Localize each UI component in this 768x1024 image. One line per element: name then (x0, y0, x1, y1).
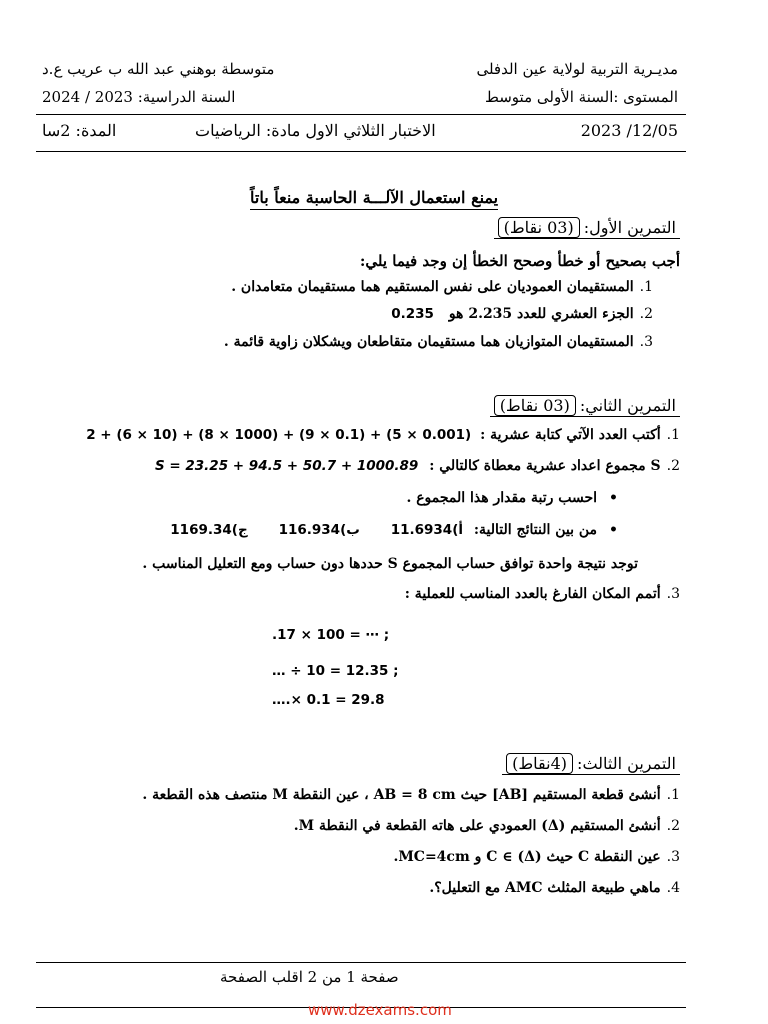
exercise-2-label: التمرين الثاني: (579, 396, 676, 415)
item-text: أنشئ المستقيم (Δ) العمودي على هاته القطعة في النقطة M. (293, 818, 661, 834)
exercise-2-note: توجد نتيجة واحدة توافق حساب المجموع S حددها دون حساب ومع التعليل المناسب . (142, 556, 638, 572)
item-text: عين النقطة C حيث C ∈ (Δ) و MC=4cm. (393, 849, 661, 865)
exercise-1-points: (03 نقاط) (498, 217, 580, 238)
directorate-label: مديـرية التربية لولاية عين الدفلى (476, 60, 678, 78)
page-note: صفحة 1 من 2 اقلب الصفحة (220, 968, 399, 986)
exercise-3-item-3 (393, 849, 680, 865)
header-divider-top (36, 114, 686, 115)
bullet-icon: • (609, 490, 618, 506)
choice-b: ب)116.934 (278, 522, 360, 538)
exam-duration: المدة: 2سا (42, 121, 117, 140)
footer-url[interactable]: www.dzexams.com (308, 1001, 452, 1019)
item-number: 2. (639, 306, 653, 322)
exercise-2-points: (03 نقاط) (494, 395, 576, 416)
item-number: 3. (639, 334, 653, 350)
exercise-2-bullet-1 (406, 490, 618, 506)
item-math: 0.235 (391, 306, 434, 322)
item-number: 2. (666, 818, 680, 834)
item-text: أنشئ قطعة المستقيم [AB] حيث AB = 8 cm ، عين النقطة M منتصف هذه القطعة . (142, 787, 661, 803)
exercise-3-points: (4نقاط) (506, 753, 573, 774)
operation-2: … ÷ 10 = 12.35 ; (272, 663, 399, 679)
exercise-1-title (494, 218, 680, 239)
operation-1: .17 × 100 = ⋯ ; (272, 627, 390, 643)
exercise-3-item-1 (142, 787, 680, 803)
exercise-1-item-3 (224, 334, 653, 350)
bullet-icon: • (609, 522, 618, 538)
exam-title: الاختبار الثلاثي الاول مادة: الرياضيات (195, 121, 436, 140)
item-text: الجزء العشري للعدد 2.235 هو (448, 306, 634, 322)
calculator-notice: يمنع استعمال الآلـــة الحاسبة منعاً باتاً (250, 188, 498, 210)
level-label: المستوى :السنة الأولى متوسط (484, 88, 678, 106)
exercise-1-label: التمرين الأول: (583, 218, 676, 237)
exercise-2-item-1 (86, 427, 680, 443)
exercise-2-title (490, 396, 680, 417)
exercise-2-item-3 (405, 586, 680, 602)
item-number: 1. (639, 279, 653, 295)
footer-divider-top (36, 962, 686, 963)
item-text: المستقيمان العموديان على نفس المستقيم هما مستقيمان متعامدان . (231, 279, 634, 295)
bullet-text: من بين النتائج التالية: (473, 522, 598, 538)
exam-date: 2023 /12/05 (580, 121, 678, 140)
exercise-2-item-2 (155, 458, 680, 474)
item-number: 4. (666, 880, 680, 896)
item-math: S = 23.25 + 94.5 + 50.7 + 1000.89 (154, 458, 419, 474)
exercise-1-item-1 (231, 279, 653, 295)
school-label: متوسطة بوهني عبد الله ب عريب ع.د (42, 60, 275, 78)
item-number: 3. (666, 849, 680, 865)
item-text: S مجموع اعداد عشرية معطاة كالتالي : (429, 458, 661, 474)
item-text: أكتب العدد الآتي كتابة عشرية : (480, 427, 661, 443)
exercise-3-label: التمرين الثالث: (577, 754, 676, 773)
item-number: 2. (666, 458, 680, 474)
item-text: ماهي طبيعة المثلث AMC مع التعليل؟. (429, 880, 661, 896)
exercise-3-title (502, 754, 680, 775)
school-year-label: السنة الدراسية: 2023 / 2024 (42, 88, 236, 106)
header-divider-bottom (36, 151, 686, 152)
exercise-1-instruction: أجب بصحيح أو خطأ وصحح الخطأ إن وجد فيما يلي: (359, 252, 680, 270)
item-text: أتمم المكان الفارغ بالعدد المناسب للعملية : (404, 586, 661, 602)
exercise-3-item-4 (429, 880, 680, 896)
item-number: 3. (666, 586, 680, 602)
bullet-text: احسب رتبة مقدار هذا المجموع . (406, 490, 598, 506)
exercise-1-item-2 (391, 306, 653, 322)
item-number: 1. (666, 787, 680, 803)
choice-c: ج)1169.34 (170, 522, 248, 538)
item-math: 2 + (6 × 10) + (8 × 1000) + (9 × 0.1) + (5 × 0.001) (86, 427, 472, 443)
exercise-2-bullet-2 (170, 522, 618, 538)
item-text: المستقيمان المتوازيان هما مستقيمان متقاطعان ويشكلان زاوية قائمة . (223, 334, 634, 350)
exercise-3-item-2 (294, 818, 680, 834)
operation-3: ….× 0.1 = 29.8 (272, 692, 385, 708)
item-number: 1. (666, 427, 680, 443)
choice-a: أ)11.6934 (390, 522, 463, 538)
